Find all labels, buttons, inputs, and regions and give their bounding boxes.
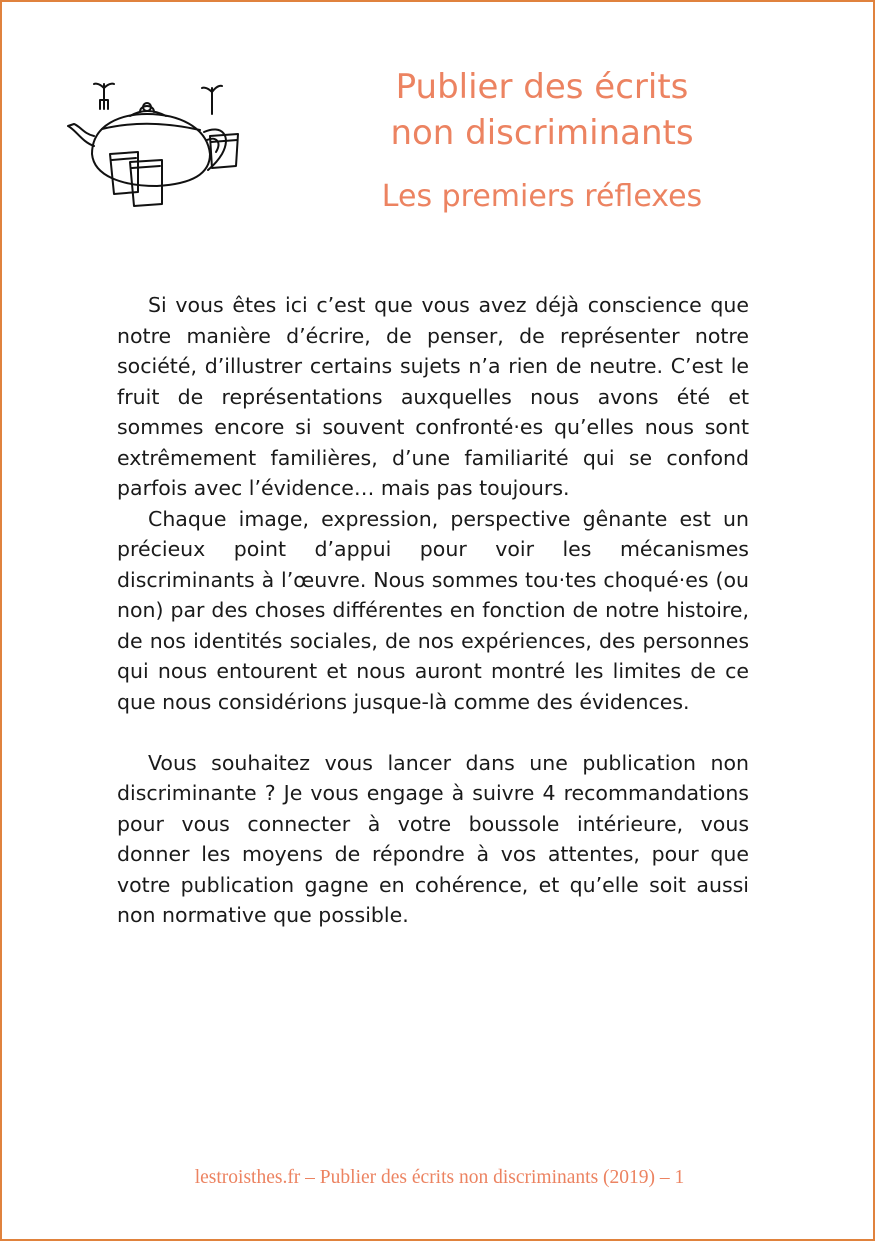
paragraph-2: Chaque image, expression, perspective gênante est un précieux point d’appui pour voir les mécanismes discriminants à l’œuvre. Nous sommes tou·tes choqué·es (ou non) par des choses différentes en fonction de notre histoire, de nos identités sociales, de nos expériences, des personnes qui nous entourent et nous auront montré les limites de ce que nous considérions jusque-là comme des évidences. [117, 506, 749, 714]
body-text [117, 290, 749, 931]
page-footer: lestroisthes.fr – Publier des écrits non discriminants (2019) – 1 [194, 1167, 685, 1188]
paragraph-1: Si vous êtes ici c’est que vous avez déjà conscience que notre manière d’écrire, de penser, de représenter notre société, d’illustrer certains sujets n’a rien de neutre. C’est le fruit de représentations auxquelles nous avons été et sommes encore si souvent confronté·es qu’elles nous sont extrêmement familières, d’une familiarité qui se confond parfois avec l’évidence… mais pas toujours. [117, 293, 749, 500]
title-line-1: Publier des écrits [395, 67, 689, 107]
page-title [302, 64, 782, 156]
teapot-with-cups-icon [62, 74, 262, 224]
paragraph-3: Vous souhaitez vous lancer dans une publication non discriminante ? Je vous engage à suivre 4 recommandations pour vous connecter à votre boussole intérieure, vous donner les moyens de répondre à vos attentes, pour que votre publication gagne en cohérence, et qu’elle soit aussi non normative que possible. [117, 750, 749, 927]
title-line-2: non discriminants [390, 113, 694, 153]
page-subtitle: Les premiers réflexes [381, 179, 703, 214]
